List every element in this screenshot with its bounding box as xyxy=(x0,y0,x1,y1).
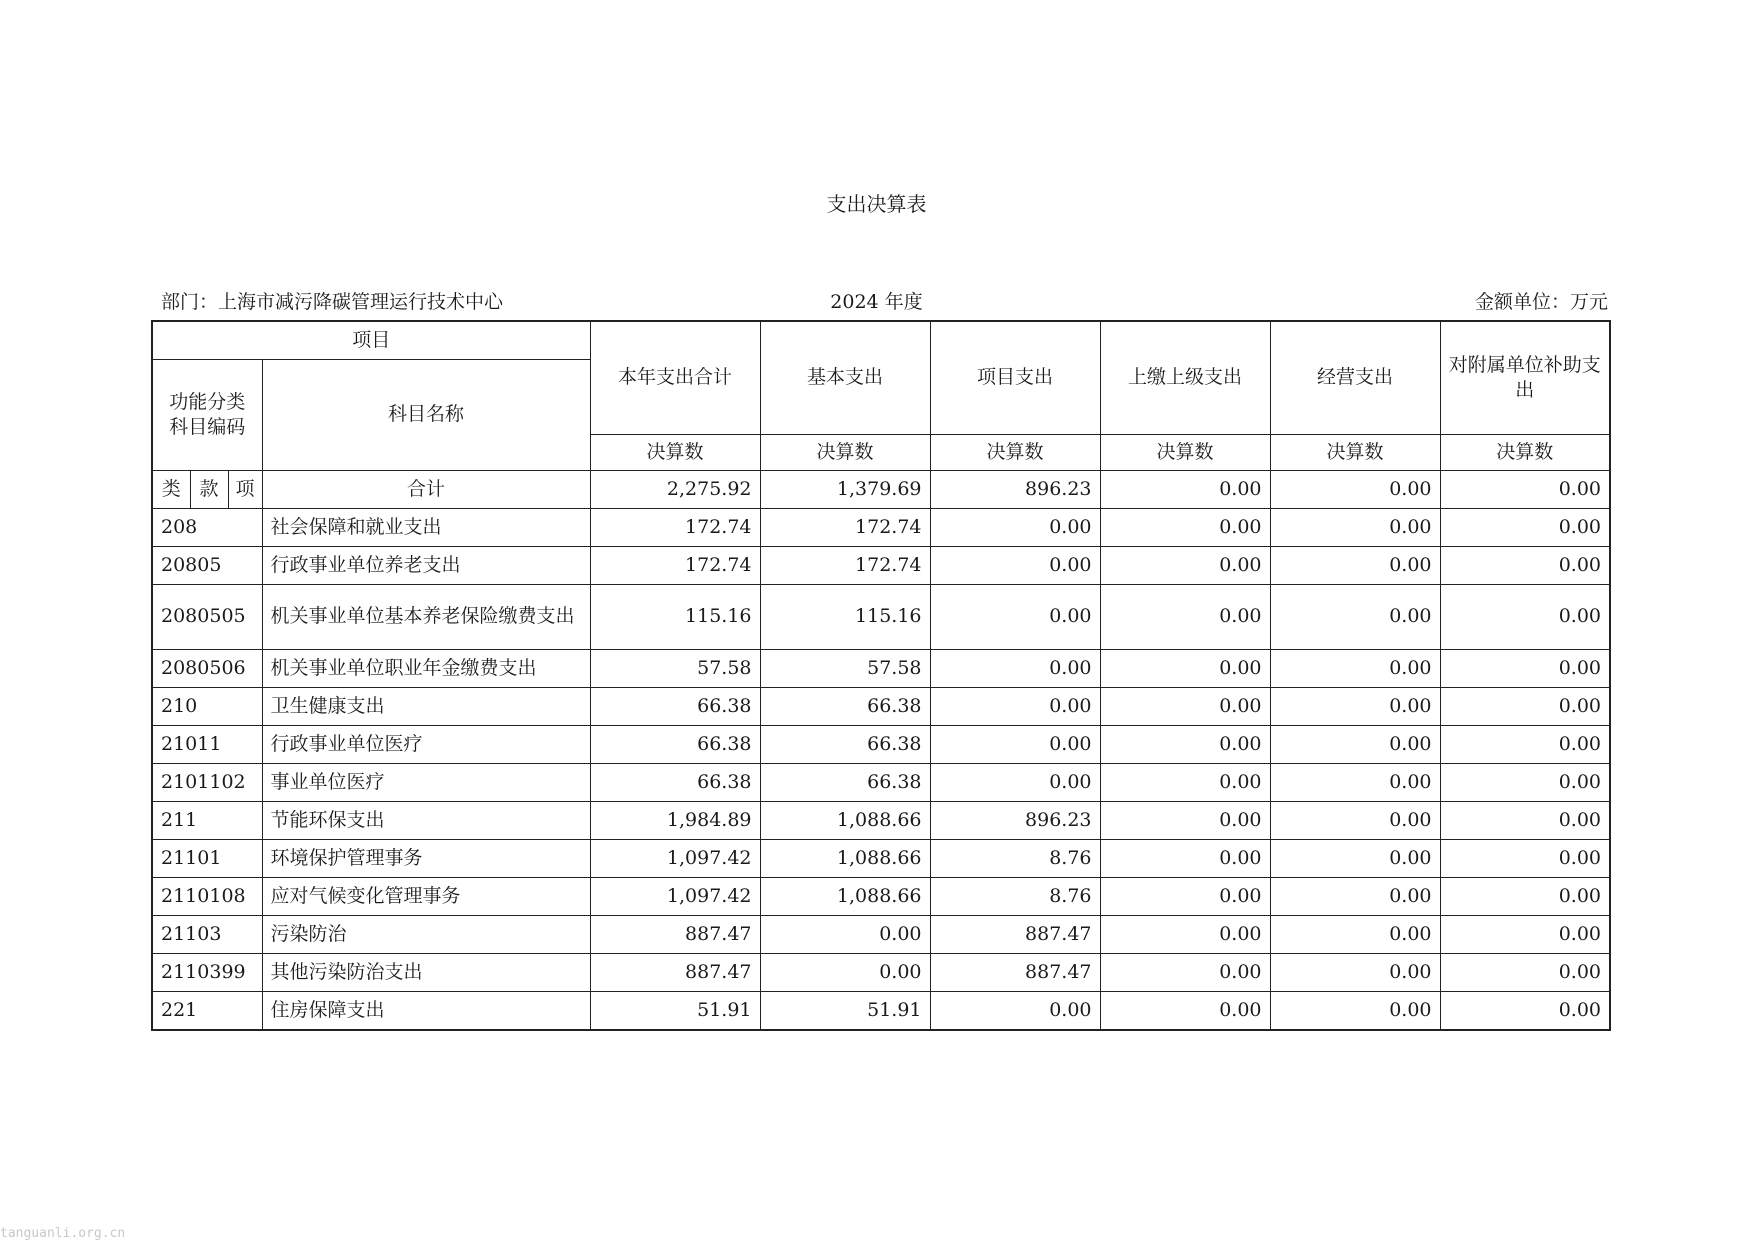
row-value: 0.00 xyxy=(1100,725,1270,763)
header-sub-remit: 决算数 xyxy=(1100,434,1270,470)
row-value: 0.00 xyxy=(930,687,1100,725)
row-value: 0.00 xyxy=(1100,953,1270,991)
row-value: 0.00 xyxy=(930,508,1100,546)
total-row xyxy=(152,470,1610,508)
row-subject-name: 事业单位医疗 xyxy=(262,763,590,801)
row-value: 0.00 xyxy=(1440,839,1610,877)
row-value: 115.16 xyxy=(590,584,760,649)
row-code: 208 xyxy=(152,508,262,546)
row-value: 0.00 xyxy=(1440,725,1610,763)
row-value: 0.00 xyxy=(1100,915,1270,953)
total-value: 0.00 xyxy=(1440,470,1610,508)
row-value: 0.00 xyxy=(1270,649,1440,687)
table-row xyxy=(152,991,1610,1030)
row-value: 1,097.42 xyxy=(590,877,760,915)
row-code: 2080506 xyxy=(152,649,262,687)
row-value: 66.38 xyxy=(590,763,760,801)
amount-unit-label: 金额单位：万元 xyxy=(1474,291,1608,313)
total-value: 896.23 xyxy=(930,470,1100,508)
row-subject-name: 环境保护管理事务 xyxy=(262,839,590,877)
row-code: 210 xyxy=(152,687,262,725)
row-code: 21011 xyxy=(152,725,262,763)
table-row xyxy=(152,508,1610,546)
row-code: 21103 xyxy=(152,915,262,953)
row-value: 0.00 xyxy=(1270,877,1440,915)
row-value: 1,984.89 xyxy=(590,801,760,839)
total-value: 2,275.92 xyxy=(590,470,760,508)
row-subject-name: 机关事业单位基本养老保险缴费支出 xyxy=(262,584,590,649)
row-value: 0.00 xyxy=(1270,915,1440,953)
row-value: 0.00 xyxy=(1100,991,1270,1030)
header-sub-project: 决算数 xyxy=(930,434,1100,470)
row-value: 0.00 xyxy=(930,991,1100,1030)
row-value: 0.00 xyxy=(1440,584,1610,649)
row-value: 0.00 xyxy=(1270,991,1440,1030)
table-row xyxy=(152,725,1610,763)
header-col-operating: 经营支出 xyxy=(1270,321,1440,434)
row-code: 21101 xyxy=(152,839,262,877)
row-value: 0.00 xyxy=(1100,877,1270,915)
header-col-total: 本年支出合计 xyxy=(590,321,760,434)
fiscal-year-label: 2024 年度 xyxy=(830,291,923,313)
row-value: 0.00 xyxy=(1100,687,1270,725)
row-value: 0.00 xyxy=(1440,508,1610,546)
row-code: 2110108 xyxy=(152,877,262,915)
row-subject-name: 社会保障和就业支出 xyxy=(262,508,590,546)
row-value: 887.47 xyxy=(930,953,1100,991)
row-value: 0.00 xyxy=(930,725,1100,763)
total-value: 0.00 xyxy=(1100,470,1270,508)
row-value: 66.38 xyxy=(760,725,930,763)
row-value: 57.58 xyxy=(590,649,760,687)
expenditure-table xyxy=(151,320,1611,1031)
header-sub-subsidy: 决算数 xyxy=(1440,434,1610,470)
row-code: 2110399 xyxy=(152,953,262,991)
header-sub-total: 决算数 xyxy=(590,434,760,470)
row-value: 8.76 xyxy=(930,839,1100,877)
row-subject-name: 污染防治 xyxy=(262,915,590,953)
total-value: 1,379.69 xyxy=(760,470,930,508)
table-row xyxy=(152,801,1610,839)
row-value: 0.00 xyxy=(1440,763,1610,801)
table-row xyxy=(152,649,1610,687)
header-subject-name: 科目名称 xyxy=(262,359,590,470)
row-subject-name: 行政事业单位养老支出 xyxy=(262,546,590,584)
row-code: 211 xyxy=(152,801,262,839)
watermark-text: tanguanli.org.cn xyxy=(0,1226,126,1241)
row-value: 172.74 xyxy=(590,546,760,584)
row-value: 172.74 xyxy=(760,546,930,584)
row-value: 0.00 xyxy=(1270,584,1440,649)
header-sub-operating: 决算数 xyxy=(1270,434,1440,470)
row-subject-name: 机关事业单位职业年金缴费支出 xyxy=(262,649,590,687)
header-lei: 类 xyxy=(152,470,190,508)
row-value: 0.00 xyxy=(1100,649,1270,687)
row-value: 0.00 xyxy=(760,953,930,991)
row-code: 2080505 xyxy=(152,584,262,649)
row-value: 0.00 xyxy=(930,546,1100,584)
row-value: 887.47 xyxy=(590,953,760,991)
row-value: 8.76 xyxy=(930,877,1100,915)
header-item: 项目 xyxy=(152,321,590,359)
row-code: 20805 xyxy=(152,546,262,584)
row-value: 0.00 xyxy=(1440,915,1610,953)
row-value: 66.38 xyxy=(590,687,760,725)
row-code: 221 xyxy=(152,991,262,1030)
row-subject-name: 应对气候变化管理事务 xyxy=(262,877,590,915)
row-value: 0.00 xyxy=(1270,839,1440,877)
row-value: 115.16 xyxy=(760,584,930,649)
row-value: 0.00 xyxy=(1270,546,1440,584)
row-subject-name: 其他污染防治支出 xyxy=(262,953,590,991)
row-value: 0.00 xyxy=(1440,546,1610,584)
table-row xyxy=(152,584,1610,649)
table-row xyxy=(152,763,1610,801)
row-value: 0.00 xyxy=(1100,584,1270,649)
row-value: 0.00 xyxy=(1440,649,1610,687)
row-value: 0.00 xyxy=(1270,953,1440,991)
row-value: 0.00 xyxy=(1270,801,1440,839)
header-xiang: 项 xyxy=(228,470,262,508)
row-value: 0.00 xyxy=(930,763,1100,801)
row-value: 896.23 xyxy=(930,801,1100,839)
row-subject-name: 住房保障支出 xyxy=(262,991,590,1030)
header-kuan: 款 xyxy=(190,470,228,508)
row-value: 0.00 xyxy=(1270,763,1440,801)
row-value: 1,097.42 xyxy=(590,839,760,877)
row-value: 0.00 xyxy=(1270,725,1440,763)
row-value: 0.00 xyxy=(930,584,1100,649)
department-label: 部门：上海市减污降碳管理运行技术中心 xyxy=(161,291,504,313)
row-value: 66.38 xyxy=(760,763,930,801)
row-value: 0.00 xyxy=(1440,877,1610,915)
row-value: 172.74 xyxy=(760,508,930,546)
row-value: 66.38 xyxy=(760,687,930,725)
table-row xyxy=(152,953,1610,991)
row-value: 0.00 xyxy=(1440,991,1610,1030)
row-value: 0.00 xyxy=(1100,508,1270,546)
row-value: 0.00 xyxy=(1100,801,1270,839)
row-value: 0.00 xyxy=(1270,687,1440,725)
row-value: 0.00 xyxy=(1100,546,1270,584)
report-title: 支出决算表 xyxy=(826,192,927,216)
row-value: 0.00 xyxy=(1100,763,1270,801)
row-value: 887.47 xyxy=(930,915,1100,953)
table-row xyxy=(152,915,1610,953)
row-code: 2101102 xyxy=(152,763,262,801)
table-body xyxy=(152,470,1610,1030)
table-row xyxy=(152,877,1610,915)
row-value: 172.74 xyxy=(590,508,760,546)
row-value: 57.58 xyxy=(760,649,930,687)
row-value: 0.00 xyxy=(1270,508,1440,546)
row-value: 0.00 xyxy=(1440,801,1610,839)
row-subject-name: 节能环保支出 xyxy=(262,801,590,839)
row-value: 0.00 xyxy=(930,649,1100,687)
header-col-project: 项目支出 xyxy=(930,321,1100,434)
table-row xyxy=(152,546,1610,584)
header-col-remit: 上缴上级支出 xyxy=(1100,321,1270,434)
row-value: 1,088.66 xyxy=(760,839,930,877)
table-row xyxy=(152,687,1610,725)
row-value: 66.38 xyxy=(590,725,760,763)
table-row xyxy=(152,839,1610,877)
total-value: 0.00 xyxy=(1270,470,1440,508)
header-col-basic: 基本支出 xyxy=(760,321,930,434)
row-value: 0.00 xyxy=(760,915,930,953)
header-col-subsidy: 对附属单位补助支出 xyxy=(1440,321,1610,434)
row-value: 0.00 xyxy=(1440,953,1610,991)
total-label: 合计 xyxy=(262,470,590,508)
row-value: 887.47 xyxy=(590,915,760,953)
header-func-code: 功能分类科目编码 xyxy=(152,359,262,470)
row-value: 0.00 xyxy=(1100,839,1270,877)
row-subject-name: 行政事业单位医疗 xyxy=(262,725,590,763)
table-header xyxy=(152,321,1610,470)
row-value: 51.91 xyxy=(590,991,760,1030)
row-value: 51.91 xyxy=(760,991,930,1030)
row-value: 1,088.66 xyxy=(760,801,930,839)
row-value: 0.00 xyxy=(1440,687,1610,725)
row-subject-name: 卫生健康支出 xyxy=(262,687,590,725)
header-sub-basic: 决算数 xyxy=(760,434,930,470)
row-value: 1,088.66 xyxy=(760,877,930,915)
